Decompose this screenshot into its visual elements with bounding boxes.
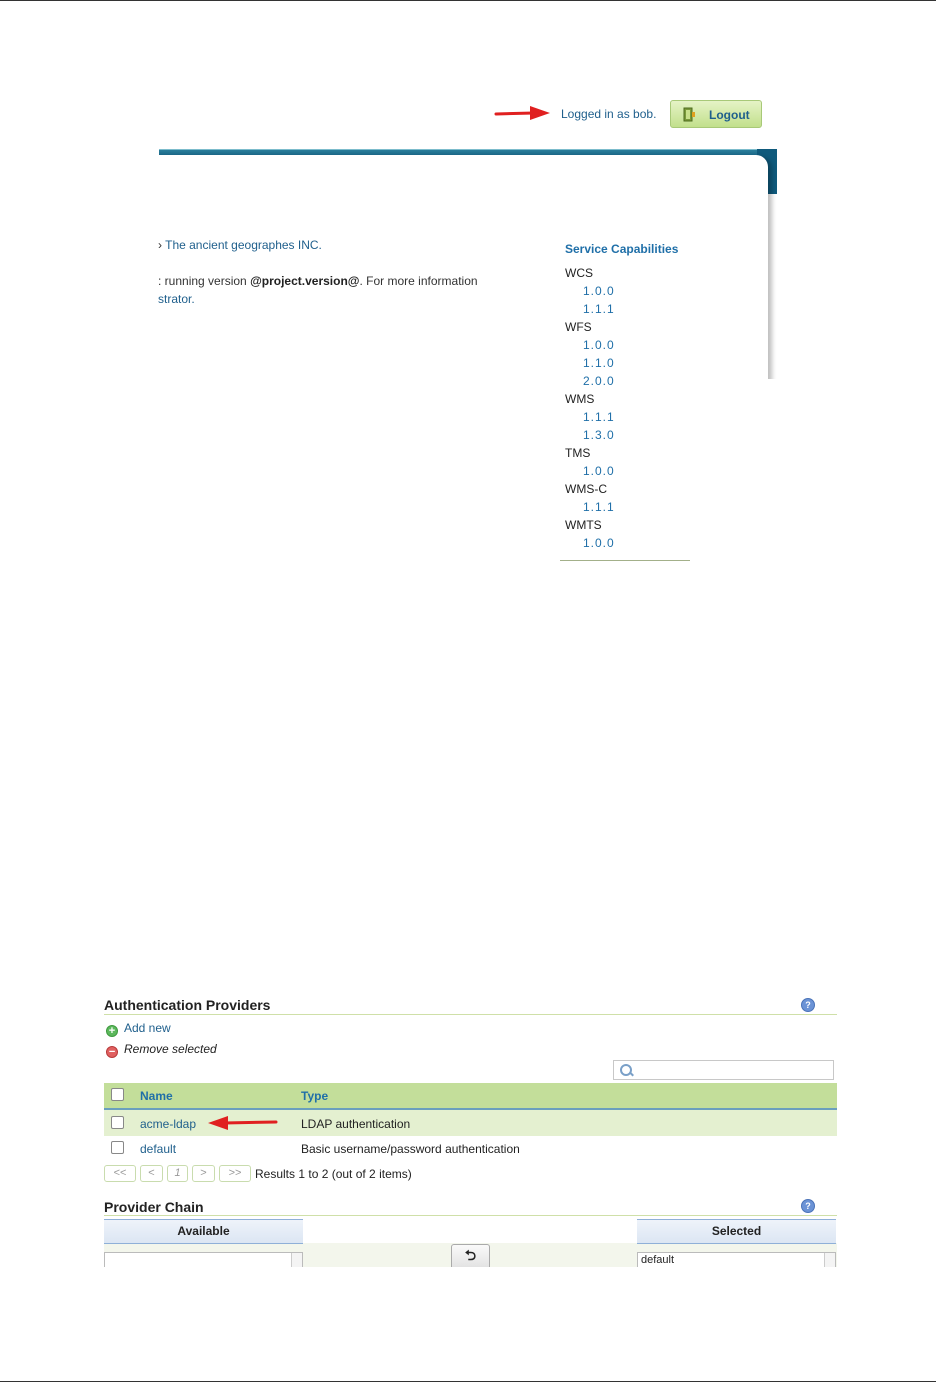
- help-icon[interactable]: ?: [801, 998, 815, 1012]
- table-row: [104, 1136, 837, 1162]
- plus-icon: +: [106, 1025, 118, 1037]
- search-input[interactable]: [638, 1061, 832, 1079]
- service-version-link[interactable]: 1.3.0: [583, 428, 615, 442]
- service-capabilities-list: [565, 264, 695, 552]
- version-line: : running version @project.version@. For more information: [158, 274, 478, 288]
- page-top-border: [0, 0, 936, 1]
- logout-button[interactable]: [670, 100, 762, 128]
- service-version-link[interactable]: 1.0.0: [583, 284, 615, 298]
- add-new-link[interactable]: + Add new: [106, 1021, 171, 1037]
- org-line: › The ancient geographes INC.: [158, 238, 322, 252]
- screenshot-crop-edge: [0, 1267, 936, 1382]
- move-provider-button[interactable]: [451, 1244, 490, 1268]
- service-name: WMS: [565, 392, 595, 406]
- column-type-header[interactable]: Type: [301, 1089, 329, 1103]
- admin-line: [158, 292, 195, 306]
- pager-last-button[interactable]: >>: [219, 1165, 251, 1182]
- pager-first-button[interactable]: <<: [104, 1165, 136, 1182]
- providers-table-header: [104, 1083, 837, 1110]
- available-column-header: Available: [104, 1219, 303, 1244]
- service-version-link[interactable]: 1.0.0: [583, 536, 615, 550]
- service-capabilities-title: Service Capabilities: [565, 242, 679, 256]
- logout-label: Logout: [709, 108, 750, 122]
- provider-name-link[interactable]: default: [140, 1142, 177, 1156]
- search-field[interactable]: [613, 1060, 834, 1080]
- provider-chain-rule: [104, 1215, 837, 1216]
- pager-prev-button[interactable]: <: [140, 1165, 163, 1182]
- available-scrollbar[interactable]: [291, 1253, 302, 1268]
- logout-door-icon: [683, 107, 696, 122]
- selected-listbox[interactable]: [637, 1252, 836, 1268]
- auth-providers-rule: [104, 1014, 837, 1015]
- row-checkbox[interactable]: [111, 1141, 124, 1154]
- auth-providers-title: Authentication Providers: [104, 997, 271, 1013]
- pager-page-button[interactable]: 1: [167, 1165, 188, 1182]
- provider-type: Basic username/password authentication: [301, 1142, 520, 1156]
- service-version-link[interactable]: 1.0.0: [583, 464, 615, 478]
- service-version-link[interactable]: 1.0.0: [583, 338, 615, 352]
- provider-name-link[interactable]: acme-ldap: [140, 1117, 197, 1131]
- minus-icon: −: [106, 1046, 118, 1058]
- help-icon[interactable]: ?: [801, 1199, 815, 1213]
- logged-in-text: Logged in as bob.: [561, 107, 657, 121]
- swap-icon: ⮌: [464, 1247, 477, 1263]
- pager-results-text: Results 1 to 2 (out of 2 items): [255, 1167, 412, 1181]
- service-name: WMS-C: [565, 482, 607, 496]
- version-value: @project.version@: [250, 274, 360, 288]
- capabilities-divider: [560, 560, 690, 561]
- service-name: WCS: [565, 266, 593, 280]
- service-name: WMTS: [565, 518, 602, 532]
- provider-chain-title: Provider Chain: [104, 1199, 204, 1215]
- selected-scrollbar[interactable]: [824, 1253, 835, 1268]
- pager-next-button[interactable]: >: [192, 1165, 215, 1182]
- row-checkbox[interactable]: [111, 1116, 124, 1129]
- available-listbox[interactable]: [104, 1252, 303, 1268]
- service-version-link[interactable]: 1.1.1: [583, 500, 615, 514]
- annotation-arrow-provider: [206, 1114, 278, 1132]
- service-name: TMS: [565, 446, 591, 460]
- admin-link[interactable]: strator.: [158, 292, 195, 306]
- select-all-checkbox[interactable]: [111, 1088, 124, 1101]
- service-version-link[interactable]: 2.0.0: [583, 374, 615, 388]
- annotation-arrow-login: [494, 104, 552, 122]
- remove-selected-link[interactable]: − Remove selected: [106, 1042, 217, 1058]
- selected-column-header: Selected: [637, 1219, 836, 1244]
- service-version-link[interactable]: 1.1.1: [583, 302, 615, 316]
- service-name: WFS: [565, 320, 592, 334]
- service-version-link[interactable]: 1.1.0: [583, 356, 615, 370]
- service-version-link[interactable]: 1.1.1: [583, 410, 615, 424]
- column-name-header[interactable]: Name: [140, 1089, 173, 1103]
- provider-type: LDAP authentication: [301, 1117, 411, 1131]
- org-link[interactable]: The ancient geographes INC.: [165, 238, 322, 252]
- selected-option[interactable]: default: [641, 1254, 675, 1266]
